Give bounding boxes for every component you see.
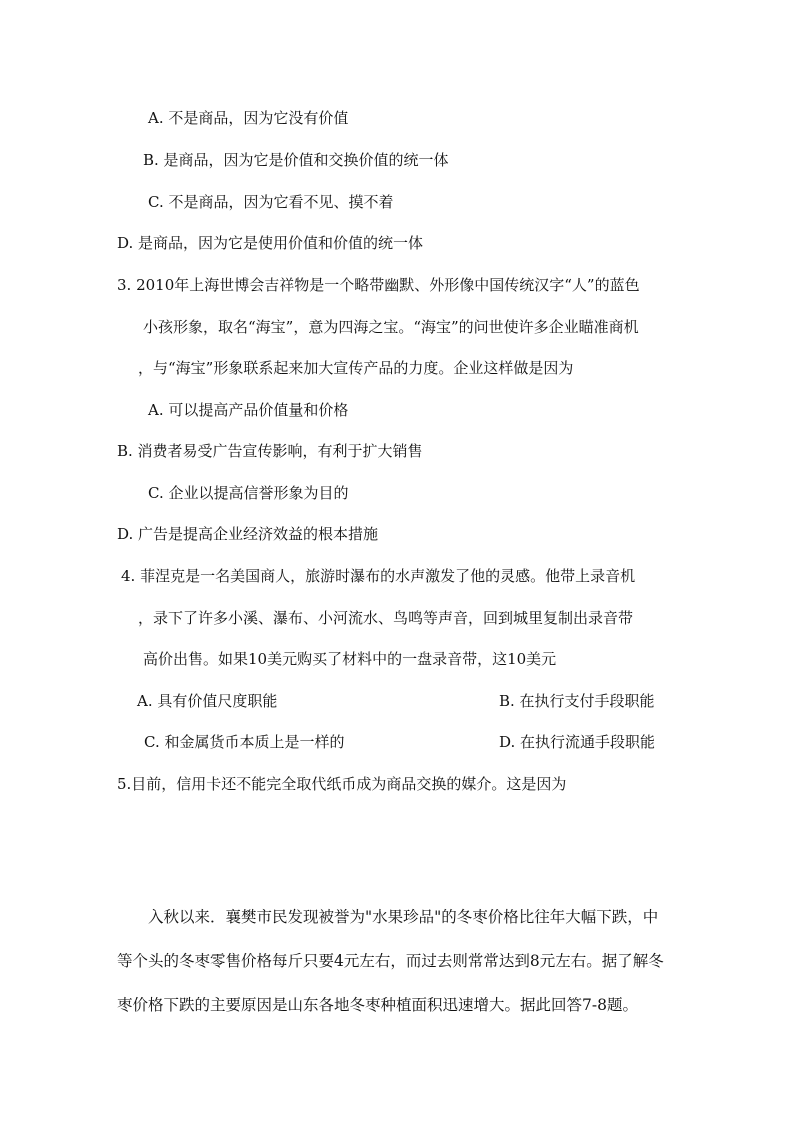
- q3-option-b: B. 消费者易受广告宣传影响，有利于扩大销售: [117, 442, 423, 460]
- q2-option-d: D. 是商品，因为它是使用价值和价值的统一体: [117, 234, 424, 252]
- q3-stem-line-2: 小孩形象，取名“海宝”，意为四海之宝。“海宝”的问世使许多企业瞄准商机: [143, 318, 639, 336]
- q2-option-b: B. 是商品，因为它是价值和交换价值的统一体: [143, 151, 449, 169]
- q4-stem-line-1: 4. 菲涅克是一名美国商人，旅游时瀑布的水声激发了他的灵感。他带上录音机: [121, 567, 636, 585]
- q2-option-a: A. 不是商品，因为它没有价值: [148, 109, 349, 127]
- q5-stem: 5.目前，信用卡还不能完全取代纸币成为商品交换的媒介。这是因为: [117, 775, 567, 793]
- passage-line-1: 入秋以来．襄樊市民发现被誉为"水果珍品"的冬枣价格比往年大幅下跌，中: [148, 908, 659, 926]
- q3-option-a: A. 可以提高产品价值量和价格: [148, 401, 349, 419]
- q4-option-d: D. 在执行流通手段职能: [499, 733, 656, 751]
- q3-option-d: D. 广告是提高企业经济效益的根本措施: [117, 525, 379, 543]
- passage-line-2: 等个头的冬枣零售价格每斤只要4元左右，而过去则常常达到8元左右。据了解冬: [117, 952, 664, 970]
- passage-line-3: 枣价格下跌的主要原因是山东各地冬枣种植面积迅速增大。据此回答7-8题。: [117, 996, 638, 1014]
- q3-stem-line-1: 3. 2010年上海世博会吉祥物是一个略带幽默、外形像中国传统汉字“人”的蓝色: [117, 276, 640, 294]
- q4-stem-line-3: 高价出售。如果10美元购买了材料中的一盘录音带，这10美元: [143, 650, 557, 668]
- q4-option-a: A. 具有价值尺度职能: [137, 692, 278, 710]
- q3-stem-line-3: ，与“海宝”形象联系起来加大宣传产品的力度。企业这样做是因为: [138, 359, 574, 377]
- q4-option-c: C. 和金属货币本质上是一样的: [144, 733, 345, 751]
- q4-stem-line-2: ，录下了许多小溪、瀑布、小河流水、鸟鸣等声音，回到城里复制出录音带: [138, 609, 634, 627]
- q3-option-c: C. 企业以提高信誉形象为目的: [148, 484, 349, 502]
- q2-option-c: C. 不是商品，因为它看不见、摸不着: [148, 193, 394, 211]
- q4-option-b: B. 在执行支付手段职能: [499, 692, 655, 710]
